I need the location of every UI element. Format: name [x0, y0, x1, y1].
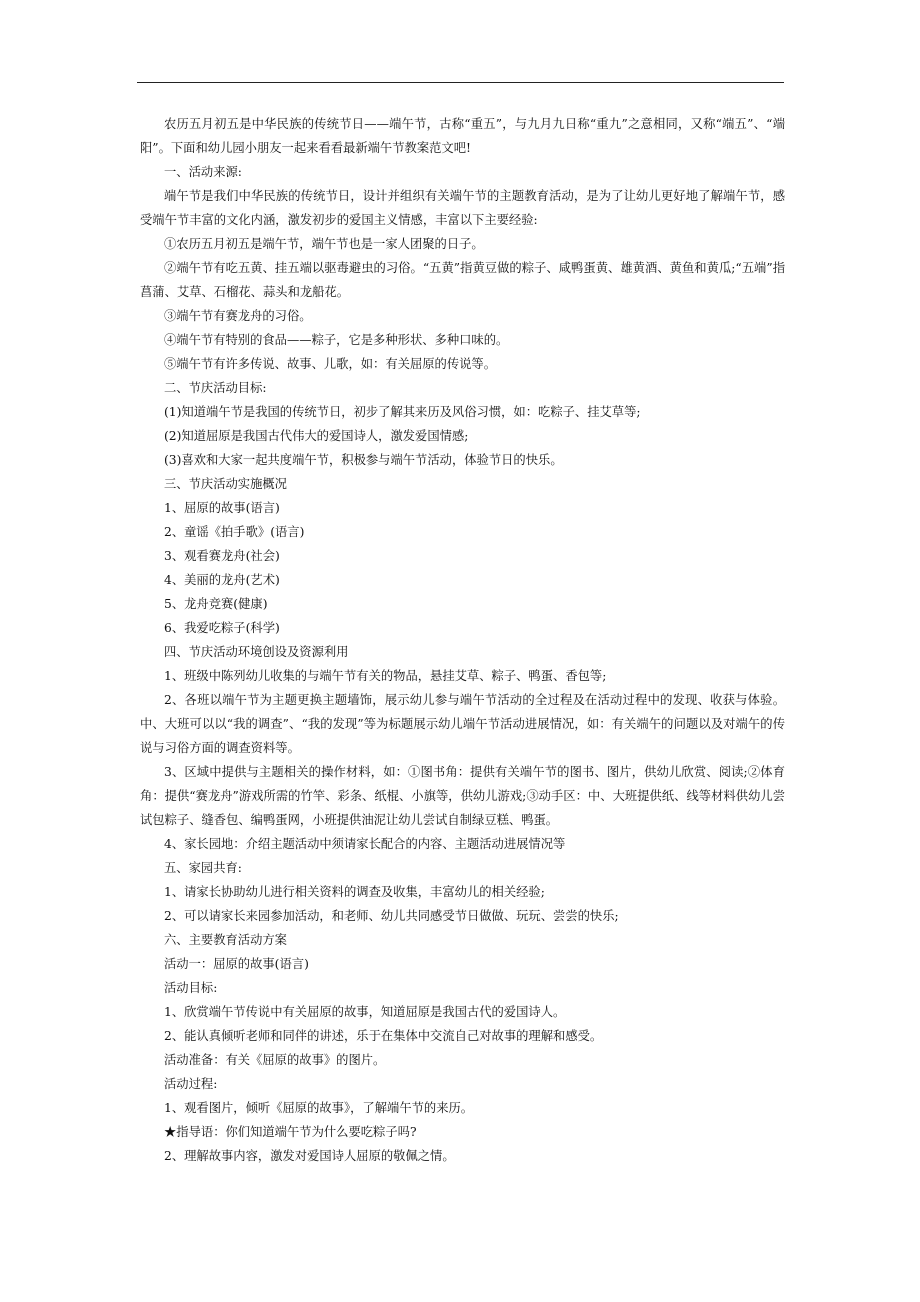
paragraph: ①农历五月初五是端午节，端午节也是一家人团聚的日子。	[164, 237, 484, 251]
paragraph: 三、节庆活动实施概况	[164, 477, 287, 491]
paragraph: 2、能认真倾听老师和同伴的讲述，乐于在集体中交流自己对故事的理解和感受。	[164, 1029, 603, 1043]
paragraph: 一、活动来源:	[164, 165, 242, 179]
paragraph: 3、区域中提供与主题相关的操作材料，如：①图书角：提供有关端午节的图书、图片，供幼儿欣赏、阅读;②体育角：提供“赛龙舟”游戏所需的竹竿、彩条、纸棍、小旗等，供幼儿游戏;③动手区：中、大班提供纸、线等材料供幼儿尝试包粽子、缝香包、编鸭蛋网，小班提供油泥让幼儿尝试自制绿豆糕、鸭蛋。	[140, 765, 785, 827]
paragraph: 活动准备：有关《屈原的故事》的图片。	[164, 1053, 386, 1067]
paragraph: 2、可以请家长来园参加活动，和老师、幼儿共同感受节日做做、玩玩、尝尝的快乐;	[164, 909, 619, 923]
paragraph: 2、各班以端午节为主题更换主题墙饰，展示幼儿参与端午节活动的全过程及在活动过程中的发现、收获与体验。中、大班可以以“我的调查”、“我的发现”等为标题展示幼儿端午节活动进展情况，如：有关端午的问题以及对端午的传说与习俗方面的调查资料等。	[140, 693, 785, 755]
paragraph: 二、节庆活动目标:	[164, 381, 267, 395]
paragraph: 5、龙舟竞赛(健康)	[164, 597, 268, 611]
header-rule	[137, 82, 784, 83]
paragraph: 四、节庆活动环境创设及资源利用	[164, 645, 349, 659]
paragraph: 端午节是我们中华民族的传统节日，设计并组织有关端午节的主题教育活动，是为了让幼儿更好地了解端午节，感受端午节丰富的文化内涵，激发初步的爱国主义情感，丰富以下主要经验:	[140, 189, 785, 227]
paragraph: 1、屈原的故事(语言)	[164, 501, 280, 515]
paragraph: (3)喜欢和大家一起共度端午节，积极参与端午节活动，体验节日的快乐。	[164, 453, 563, 467]
paragraph: 3、观看赛龙舟(社会)	[164, 549, 280, 563]
paragraph: 2、童谣《拍手歌》(语言)	[164, 525, 305, 539]
paragraph: (1)知道端午节是我国的传统节日，初步了解其来历及风俗习惯，如：吃粽子、挂艾草等;	[164, 405, 641, 419]
paragraph: 活动一：屈原的故事(语言)	[164, 957, 309, 971]
paragraph: 六、主要教育活动方案	[164, 933, 287, 947]
document-body	[140, 112, 785, 1168]
paragraph: ★指导语：你们知道端午节为什么要吃粽子吗?	[164, 1125, 417, 1139]
paragraph: ②端午节有吃五黄、挂五端以驱毒避虫的习俗。“五黄”指黄豆做的粽子、咸鸭蛋黄、雄黄酒、黄鱼和黄瓜;“五端”指菖蒲、艾草、石榴花、蒜头和龙船花。	[140, 261, 785, 299]
paragraph: 1、班级中陈列幼儿收集的与端午节有关的物品，悬挂艾草、粽子、鸭蛋、香包等;	[164, 669, 607, 683]
paragraph: 1、请家长协助幼儿进行相关资料的调查及收集，丰富幼儿的相关经验;	[164, 885, 545, 899]
paragraph: 4、美丽的龙舟(艺术)	[164, 573, 280, 587]
paragraph: 6、我爱吃粽子(科学)	[164, 621, 280, 635]
paragraph: 五、家园共育:	[164, 861, 242, 875]
paragraph: 2、理解故事内容，激发对爱国诗人屈原的敬佩之情。	[164, 1149, 455, 1163]
paragraph: 4、家长园地：介绍主题活动中须请家长配合的内容、主题活动进展情况等	[164, 837, 566, 851]
paragraph: 活动目标:	[164, 981, 218, 995]
paragraph: 1、欣赏端午节传说中有关屈原的故事，知道屈原是我国古代的爱国诗人。	[164, 1005, 566, 1019]
paragraph: ⑤端午节有许多传说、故事、儿歌，如：有关屈原的传说等。	[164, 357, 497, 371]
paragraph: 1、观看图片，倾听《屈原的故事》，了解端午节的来历。	[164, 1101, 474, 1115]
paragraph: 活动过程:	[164, 1077, 218, 1091]
paragraph: ④端午节有特别的食品——粽子，它是多种形状、多种口味的。	[164, 333, 509, 347]
paragraph: (2)知道屈原是我国古代伟大的爱国诗人，激发爱国情感;	[164, 429, 469, 443]
paragraph: 农历五月初五是中华民族的传统节日——端午节，古称“重五”，与九月九日称“重九”之意相同，又称“端五”、“端阳”。下面和幼儿园小朋友一起来看看最新端午节教案范文吧!	[140, 117, 785, 155]
paragraph: ③端午节有赛龙舟的习俗。	[164, 309, 312, 323]
